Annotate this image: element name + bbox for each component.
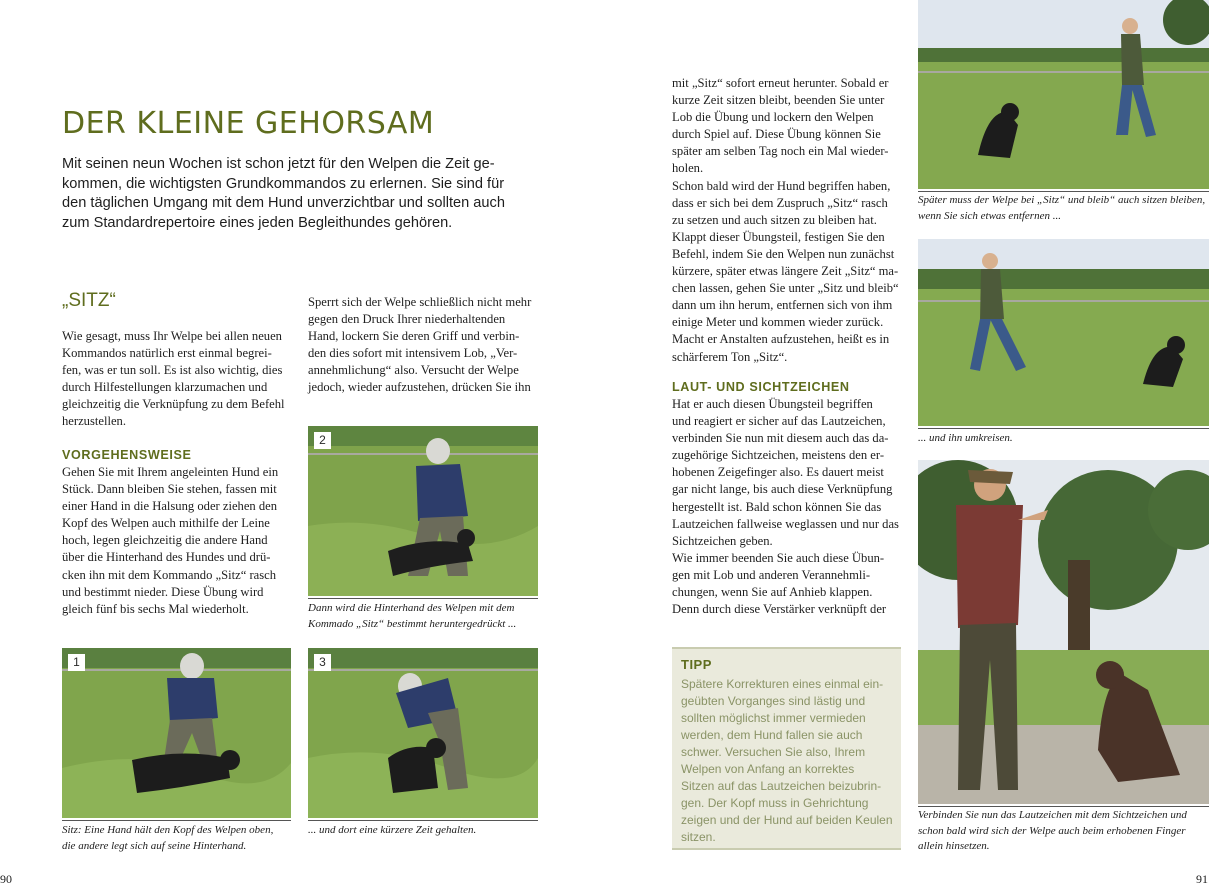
photo-2-dog-training (308, 426, 538, 596)
photo-right-1-image (918, 0, 1209, 189)
col3-paragraph-1: mit „Sitz“ sofort erneut herunter. Sobald er kurze Zeit sitzen bleibt, beenden Sie unter Lob die Übung und lockern den Welpen durch Spiel auf. Diese Übung können Sie später am selben Tag noch ein Mal wieder- holen. Schon bald wird der Hund begriffen haben, dass er sich bei dem Zuspruch „Sitz“ rasch zu setzen und auch sitzen zu bleiben hat. Klappt dieser Übungsteil, festigen Sie den Befehl, indem Sie den Welpen nun zunächst kürzere, später etwas längere Zeit „Sitz“ ma- chen lassen, gehen Sie unter „Sitz und bleib“ dann um ihn herum, entfernen sich von ihm einige Meter und kommen wieder zurück. Macht er Anstalten aufzustehen, heißt es in schärferem Ton „Sitz“. (672, 76, 899, 364)
photo-1-image (62, 648, 291, 818)
tip-text: Spätere Korrekturen eines einmal ein- geübten Vorganges sind lästig und sollten möglichst immer vermieden werden, dem Hund fallen sie auch schwer. Versuchen Sie also, Ihrem Welpen von Anfang an korrektes Sitzen auf das Lautzeichen beizubrin- gen. Der Kopf muss in Gehrichtung zeigen und der Hund auf beiden Keulen sitzen. (681, 677, 893, 844)
tip-title: TIPP (681, 657, 712, 672)
photo-3-image (308, 648, 538, 818)
photo-3-dog-training (308, 648, 538, 818)
col2-paragraph-1: Sperrt sich der Welpe schließlich nicht mehr gegen den Druck Ihrer niederhaltenden Hand, lockern Sie deren Griff und verbin- den dies sofort mit intensivem Lob, „Ver- annehmlichung“ also. Versucht der Welpe jedoch, wieder aufzustehen, drücken Sie ihn (308, 295, 532, 395)
photo-right-3-image (918, 460, 1209, 804)
photo-right-3-caption: Verbinden Sie nun das Lautzeichen mit dem Sichtzeichen und schon bald wird sich der Welpe auch beim erhobenen Finger allein hinsetzen. (918, 809, 1187, 852)
photo-right-1-caption: Später muss der Welpe bei „Sitz“ und bleib“ auch sitzen bleiben, wenn Sie sich etwas entfernen ... (918, 194, 1206, 222)
photo-right-1-rule (918, 191, 1209, 192)
tip-box (672, 647, 901, 850)
col1-paragraph-1: Wie gesagt, muss Ihr Welpe bei allen neuen Kommandos natürlich erst einmal begrei- fen, was er tun soll. Es ist also wichtig, dies durch Hilfestellungen klarzumachen und gleichzeitig die Verknüpfung zu dem Befehl herzustellen. (62, 329, 285, 429)
heading-laut-und-sichtzeichen: LAUT- UND SICHTZEICHEN (672, 380, 850, 394)
photo-right-2-caption: ... und ihn umkreisen. (918, 432, 1013, 444)
photo-3-rule (308, 820, 538, 821)
photo-right-1-sit-stay (918, 0, 1209, 189)
col3-paragraph-2: Hat er auch diesen Übungsteil begriffen und reagiert er sicher auf das Lautzeichen, verbinden Sie nun mit diesem auch das da- zugehörige Sichtzeichen, meistens den er- hobenen Zeigefinger also. Es dauert meist gar nicht lange, bis auch diese Verknüpfung hergestellt ist. Bald schon können Sie das Lautzeichen fallweise weglassen und nur das Sichtzeichen geben. Wie immer beenden Sie auch diese Übun- gen mit Lob und anderen Verannehmli- chungen, wenn Sie auf Anhieb klappen. Denn durch diese Verstärker verknüpft der (672, 397, 899, 617)
photo-right-2-circling (918, 239, 1209, 426)
photo-3-caption: ... und dort eine kürzere Zeit gehalten. (308, 824, 477, 836)
photo-2-rule (308, 598, 538, 599)
photo-right-3-rule (918, 806, 1209, 807)
photo-right-2-image (918, 239, 1209, 426)
photo-1-number: 1 (68, 654, 85, 671)
photo-2-image (308, 426, 538, 596)
section-title-sitz: „SITZ“ (62, 290, 116, 311)
photo-1-caption: Sitz: Eine Hand hält den Kopf des Welpen oben, die andere legt sich auf seine Hinterhand. (62, 824, 274, 852)
photo-1-rule (62, 820, 291, 821)
col1-paragraph-2: Gehen Sie mit Ihrem angeleinten Hund ein Stück. Dann bleiben Sie stehen, fassen mit einer Hand in die Halsung oder ziehen den Kopf des Welpen auch mithilfe der Leine hoch, legen gleichzeitig die andere Hand über die Hinterhand des Hundes und drü- cken ihn mit dem Kommando „Sitz“ rasch und bestimmt nieder. Diese Übung wird gleich fünf bis sechs Mal wiederholt. (62, 465, 279, 616)
page-title: DER KLEINE GEHORSAM (62, 106, 435, 141)
intro-paragraph: Mit seinen neun Wochen ist schon jetzt für den Welpen die Zeit ge- kommen, die wichtigsten Grundkommandos zu erlernen. Sie sind für den täglichen Umgang mit dem Hund unverzichtbar und sollten auch zum Standardrepertoire eines jeden Begleithundes gehören. (62, 156, 505, 231)
photo-right-3-hand-signal (918, 460, 1209, 804)
heading-vorgehensweise: VORGEHENSWEISE (62, 448, 192, 462)
photo-1-dog-training (62, 648, 291, 818)
photo-right-2-rule (918, 428, 1209, 429)
page-number-right: 91 (1196, 872, 1208, 886)
page-number-left: 90 (0, 872, 12, 886)
photo-2-caption: Dann wird die Hinterhand des Welpen mit dem Kommado „Sitz“ bestimmt heruntergedrückt ... (308, 602, 517, 630)
photo-3-number: 3 (314, 654, 331, 671)
photo-2-number: 2 (314, 432, 331, 449)
